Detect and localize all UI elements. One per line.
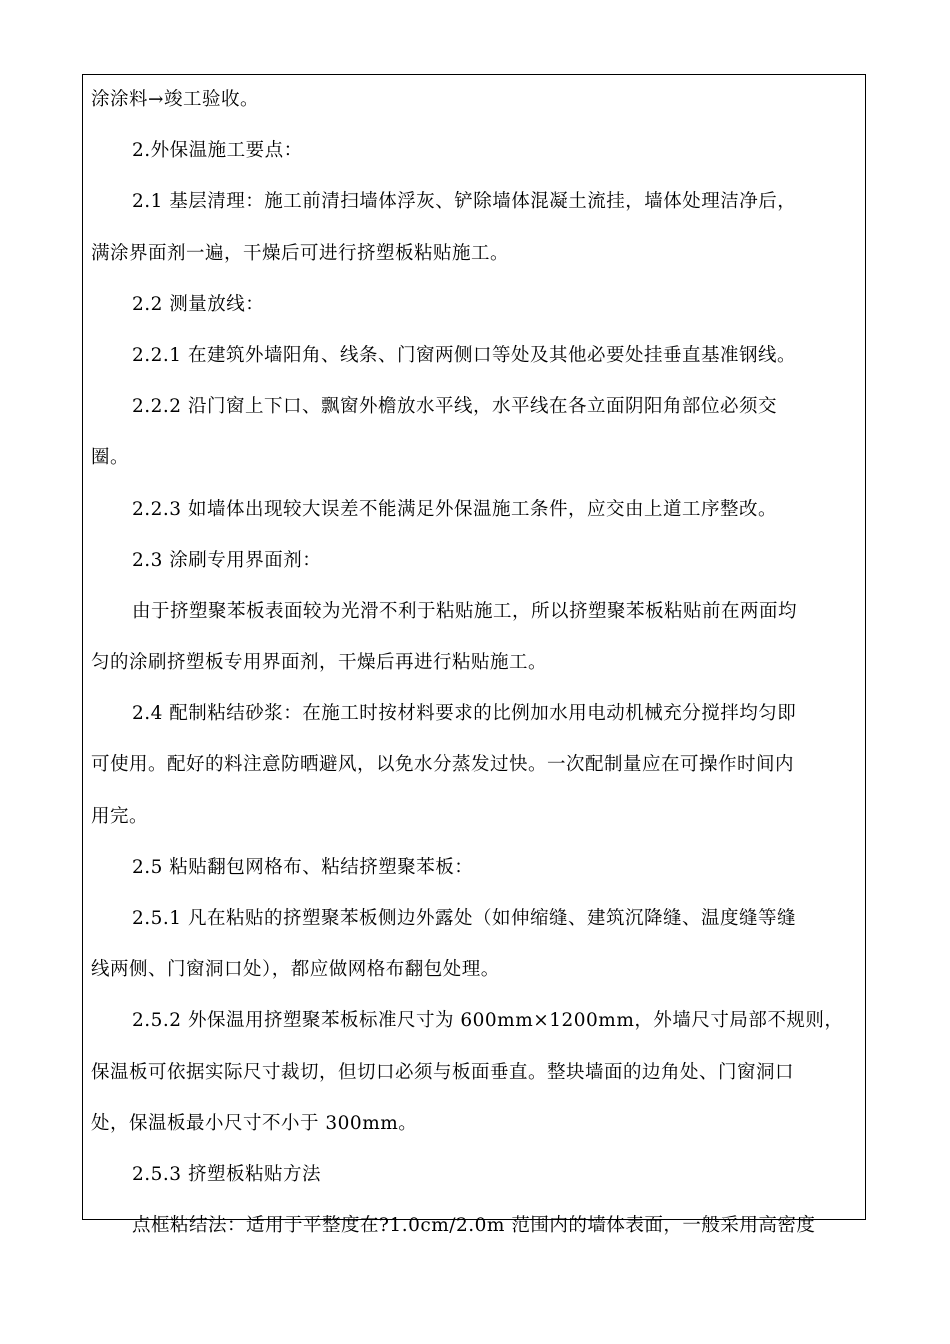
text-line: 圈。 — [91, 447, 130, 469]
section-heading: 2.5 粘贴翻包网格布、粘结挤塑聚苯板： — [132, 856, 474, 878]
text-line: 点框粘结法：适用于平整度在?1.0cm/2.0m 范围内的墙体表面，一般采用高密度 — [132, 1215, 816, 1237]
text-line: 2.4 配制粘结砂浆：在施工时按材料要求的比例加水用电动机械充分搅拌均匀即 — [132, 703, 797, 725]
document-body — [91, 85, 859, 1262]
text-line: 2.1 基层清理：施工前清扫墙体浮灰、铲除墙体混凝土流挂，墙体处理洁净后， — [132, 191, 797, 213]
text-line: 保温板可依据实际尺寸裁切，但切口必须与板面垂直。整块墙面的边角处、门窗洞口 — [91, 1061, 795, 1083]
text-line: 由于挤塑聚苯板表面较为光滑不利于粘贴施工，所以挤塑聚苯板粘贴前在两面均 — [132, 600, 798, 622]
text-line: 处，保温板最小尺寸不小于 300mm。 — [91, 1112, 418, 1134]
text-line: 可使用。配好的料注意防晒避风，以免水分蒸发过快。一次配制量应在可操作时间内 — [91, 754, 795, 776]
section-heading: 2.2 测量放线： — [132, 293, 265, 315]
text-line: 2.2.3 如墙体出现较大误差不能满足外保温施工条件，应交由上道工序整改。 — [132, 498, 777, 520]
text-line: 2.5.1 凡在粘贴的挤塑聚苯板侧边外露处（如伸缩缝、建筑沉降缝、温度缝等缝 — [132, 908, 796, 929]
text-line: 涂涂料→竣工验收。 — [91, 89, 260, 110]
text-line: 2.5.2 外保温用挤塑聚苯板标准尺寸为 600mm×1200mm，外墙尺寸局部不规则， — [132, 1010, 844, 1032]
text-line: 2.2.2 沿门窗上下口、飘窗外檐放水平线，水平线在各立面阴阳角部位必须交 — [132, 396, 777, 418]
document-frame — [82, 74, 866, 1237]
text-line: 匀的涂刷挤塑板专用界面剂，干燥后再进行粘贴施工。 — [91, 652, 548, 674]
section-heading: 2.5.3 挤塑板粘贴方法 — [132, 1163, 321, 1185]
text-line: 2.2.1 在建筑外墙阳角、线条、门窗两侧口等处及其他必要处挂垂直基准钢线。 — [132, 344, 796, 366]
text-line: 用完。 — [91, 805, 149, 827]
section-heading: 2.3 涂刷专用界面剂： — [132, 549, 322, 571]
section-heading: 2.外保温施工要点： — [132, 140, 303, 162]
text-line: 线两侧、门窗洞口处），都应做网格布翻包处理。 — [91, 959, 500, 981]
text-line: 满涂界面剂一遍，干燥后可进行挤塑板粘贴施工。 — [91, 242, 510, 264]
